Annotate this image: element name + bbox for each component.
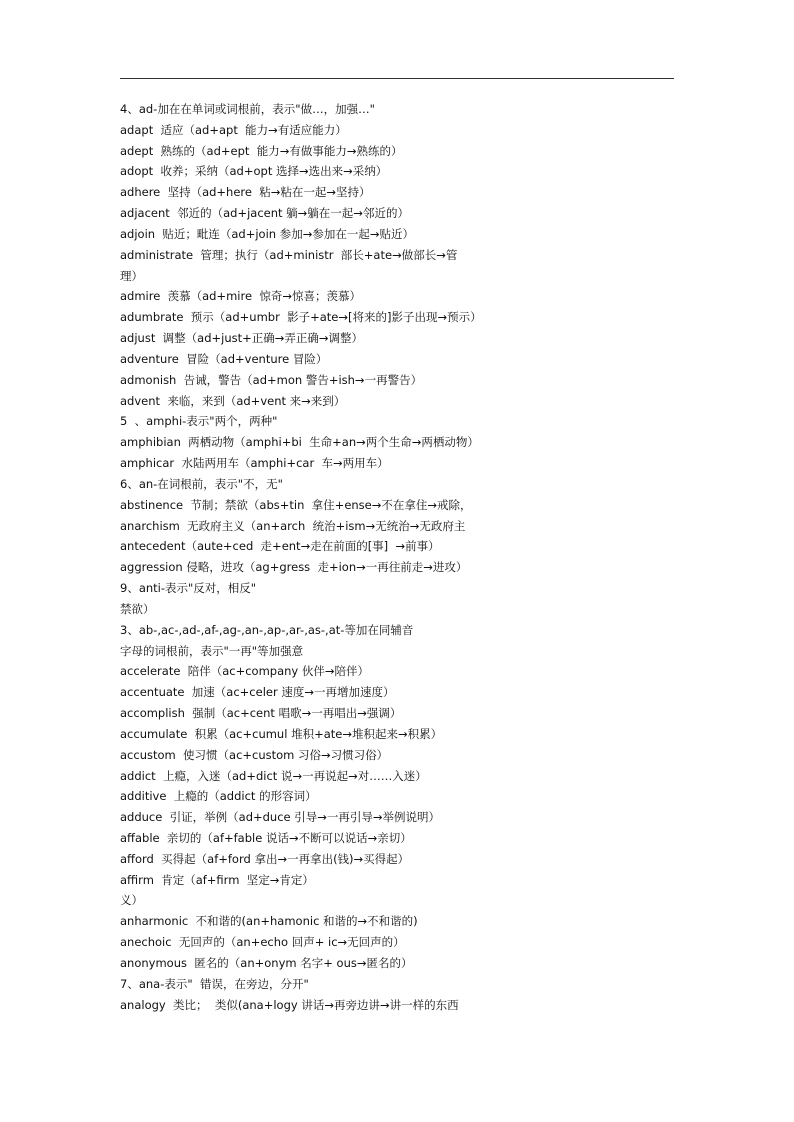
text-line: 6、an-在词根前，表示"不，无" [120,476,283,491]
text-line: antecedent（aute+ced 走+ent→走在前面的[事] →前事） [120,539,440,554]
text-line: anonymous 匿名的（an+onym 名字+ ous→匿名的） [120,955,413,970]
text-line: additive 上瘾的（addict 的形容词） [120,789,317,804]
text-line: 字母的词根前，表示"一再"等加强意 [120,643,304,658]
text-line: adumbrate 预示（ad+umbr 影子+ate→[将来的]影子出现→预示） [120,310,482,325]
text-line: amphibian 两栖动物（amphi+bi 生命+an→两个生命→两栖动物） [120,435,479,450]
text-line: admire 羡慕（ad+mire 惊奇→惊喜；羡慕） [120,289,361,304]
text-line: administrate 管理；执行（ad+ministr 部长+ate→做部长→管 [120,247,458,262]
text-line: accumulate 积累（ac+cumul 堆积+ate→堆积起来→积累） [120,726,443,741]
text-line: adventure 冒险（ad+venture 冒险） [120,351,328,366]
text-line: 7、ana-表示" 错误，在旁边，分开" [120,976,309,991]
text-line: adjoin 贴近；毗连（ad+join 参加→参加在一起→贴近） [120,226,414,241]
text-line: admonish 告诫，警告（ad+mon 警告+ish→一再警告） [120,372,423,387]
text-line: 5 、amphi-表示"两个，两种" [120,414,278,429]
text-line: aggression 侵略，进攻（ag+gress 走+ion→一再往前走→进攻） [120,560,468,575]
text-line: anechoic 无回声的（an+echo 回声+ ic→无回声的） [120,935,405,950]
text-line: abstinence 节制；禁欲（abs+tin 拿住+ense→不在拿住→戒除， [120,497,472,512]
text-line: anarchism 无政府主义（an+arch 统治+ism→无统治→无政府主 [120,518,466,533]
text-line: 理） [120,268,143,283]
text-line: adduce 引证，举例（ad+duce 引导→一再引导→举例说明） [120,810,441,825]
text-line: adjust 调整（ad+just+正确→弄正确→调整） [120,331,364,346]
text-line: addict 上瘾，入迷（ad+dict 说→一再说起→对……入迷） [120,768,427,783]
text-line: affirm 肯定（af+firm 坚定→肯定） [120,872,314,887]
header-rule [120,78,674,79]
text-line: affable 亲切的（af+fable 说话→不断可以说话→亲切） [120,830,412,845]
text-line: 4、ad-加在在单词或词根前，表示"做…，加强…" [120,102,375,116]
text-line: anharmonic 不和谐的(an+hamonic 和谐的→不和谐的) [120,914,418,929]
text-line: 义） [120,893,143,908]
text-line: adept 熟练的（ad+ept 能力→有做事能力→熟练的） [120,143,403,158]
text-line: 9、anti-表示"反对，相反" [120,581,257,596]
document-body [120,99,720,1015]
text-line: accustom 使习惯（ac+custom 习俗→习惯习俗） [120,747,389,762]
text-line: accelerate 陪伴（ac+company 伙伴→陪伴） [120,664,370,679]
text-line: adjacent 邻近的（ad+jacent 躺→躺在一起→邻近的） [120,206,409,221]
text-line: accentuate 加速（ac+celer 速度→一再增加速度） [120,685,395,700]
text-line: amphicar 水陆两用车（amphi+car 车→两用车） [120,456,389,471]
text-line: adapt 适应（ad+apt 能力→有适应能力） [120,122,347,137]
text-line: 3、ab-,ac-,ad-,af-,ag-,an-,ap-,ar-,as-,at-等加在同辅音 [120,622,414,637]
text-line: afford 买得起（af+ford 拿出→一再拿出(钱)→买得起） [120,851,410,866]
text-line: analogy 类比； 类似(ana+logy 讲话→再旁边讲→讲一样的东西 [120,997,459,1012]
text-line: adopt 收养；采纳（ad+opt 选择→选出来→采纳） [120,164,388,179]
text-line: adhere 坚持（ad+here 粘→粘在一起→坚持） [120,185,371,200]
text-line: advent 来临，来到（ad+vent 来→来到） [120,393,346,408]
text-line: 禁欲） [120,601,155,616]
text-line: accomplish 强制（ac+cent 唱歌→一再唱出→强调） [120,706,402,721]
